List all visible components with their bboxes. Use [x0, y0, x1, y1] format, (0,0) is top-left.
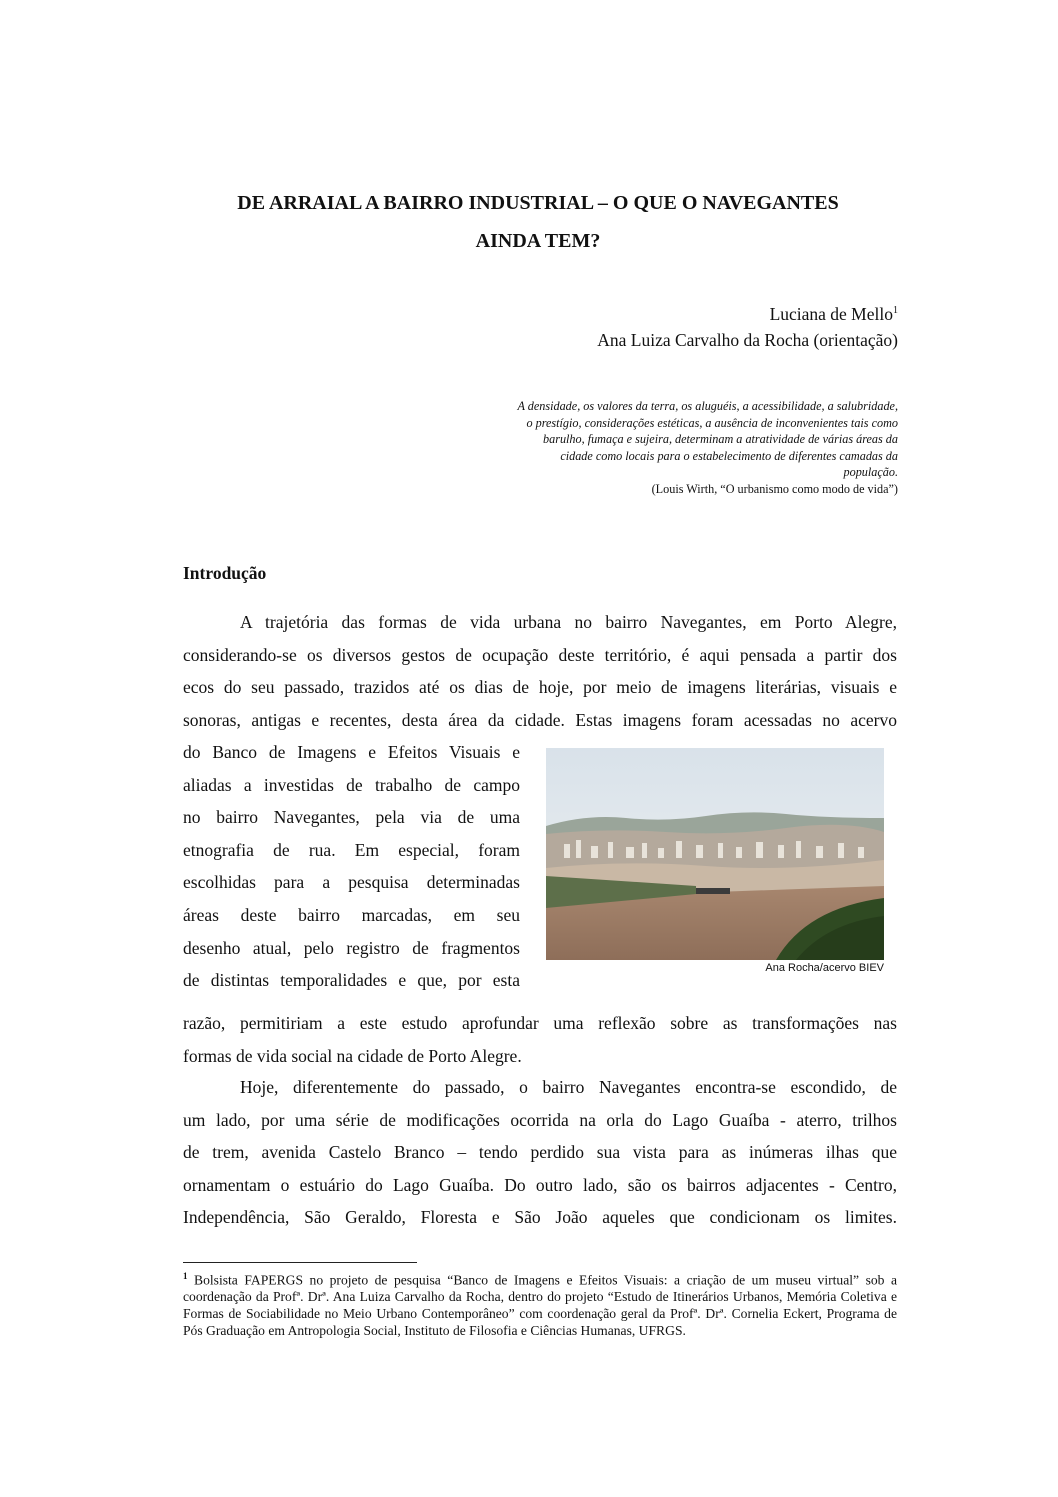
paragraph-line: um lado, por uma série de modificações ocorrida na orla do Lago Guaíba - aterro, trilhos	[183, 1109, 897, 1130]
paragraph-line: considerando-se os diversos gestos de ocupação deste território, é aqui pensada a partir dos	[183, 644, 897, 665]
paragraph-line: formas de vida social na cidade de Porto Alegre.	[183, 1045, 522, 1066]
footnote-ref-1[interactable]: 1	[893, 305, 898, 316]
paragraph-1-continued	[183, 1007, 897, 1072]
epigraph-line: cidade como locais para o estabelecimento de diferentes camadas da	[560, 448, 898, 463]
paragraph-line: ornamentam o estuário do Lago Guaíba. Do outro lado, são os bairros adjacentes - Centro,	[183, 1174, 897, 1195]
epigraph-source: (Louis Wirth, “O urbanismo como modo de vida”)	[651, 481, 898, 496]
paragraph-2	[183, 1071, 897, 1234]
epigraph-line: o prestígio, considerações estéticas, a ausência de inconvenientes tais como	[526, 415, 898, 430]
paragraph-line: Independência, São Geraldo, Floresta e São João aqueles que condicionam os limites.	[183, 1207, 897, 1228]
paragraph-line: de distintas temporalidades e que, por esta	[183, 970, 520, 991]
paragraph-line: ecos do seu passado, trazidos até os dias de hoje, por meio de imagens literárias, visuais e	[183, 677, 897, 698]
paragraph-line: Hoje, diferentemente do passado, o bairro Navegantes encontra-se escondido, de	[240, 1077, 897, 1097]
epigraph	[398, 398, 898, 498]
porto-alegre-aerial-photo	[546, 748, 884, 960]
paragraph-line: escolhidas para a pesquisa determinadas	[183, 872, 520, 893]
title-line-2: AINDA TEM?	[475, 230, 601, 252]
paragraph-1	[183, 606, 897, 736]
figure-credit: Ana Rocha/acervo BIEV	[765, 962, 884, 974]
paragraph-line: A trajetória das formas de vida urbana no bairro Navegantes, em Porto Alegre,	[240, 612, 897, 632]
paragraph-line: de trem, avenida Castelo Branco – tendo perdido sua vista para as inúmeras ilhas que	[183, 1142, 897, 1163]
footnote-number: 1	[183, 1271, 188, 1281]
footnote-separator	[183, 1262, 417, 1263]
paragraph-line: razão, permitiriam a este estudo aprofundar uma reflexão sobre as transformações nas	[183, 1013, 897, 1033]
epigraph-line: A densidade, os valores da terra, os aluguéis, a acessibilidade, a salubridade,	[517, 399, 898, 413]
author-1-name: Luciana de Mello	[769, 303, 893, 324]
section-heading-introducao: Introdução	[183, 563, 267, 583]
paragraph-line: no bairro Navegantes, pela via de uma	[183, 807, 520, 828]
footnote-text: Bolsista FAPERGS no projeto de pesquisa “Banco de Imagens e Efeitos Visuais: a criação de um museu virtual” sob a coordenação da Profª. Drª. Ana Luiza Carvalho da Rocha, dentro do projeto “Estudo de Itinerários Urbanos, Memória Coletiva e Formas de Sociabilidade no Meio Urbano Contemporâneo” com coordenação geral da Profª. Drª. Cornelia Eckert, Programa de Pós Graduação em Antropologia Social, Instituto de Filosofia e Ciências Humanas, UFRGS.	[183, 1272, 897, 1338]
author-primary	[597, 298, 898, 327]
author-advisor: Ana Luiza Carvalho da Rocha (orientação)	[597, 329, 898, 350]
paragraph-line: etnografia de rua. Em especial, foram	[183, 839, 520, 860]
title-line-1: DE ARRAIAL A BAIRRO INDUSTRIAL – O QUE O NAVEGANTES	[237, 192, 839, 214]
document-title	[150, 184, 926, 260]
photo-illustration	[546, 748, 884, 960]
paragraph-line: sonoras, antigas e recentes, desta área da cidade. Estas imagens foram acessadas no acervo	[183, 709, 897, 730]
paragraph-line: áreas deste bairro marcadas, em seu	[183, 904, 520, 925]
author-block	[597, 298, 898, 353]
epigraph-line: população.	[843, 465, 898, 480]
paragraph-1-wrapped	[183, 736, 520, 997]
epigraph-quote	[398, 398, 898, 481]
paragraph-line: do Banco de Imagens e Efeitos Visuais e	[183, 742, 520, 762]
footnote-1	[183, 1268, 897, 1340]
epigraph-line: barulho, fumaça e sujeira, determinam a atratividade de várias áreas da	[543, 432, 898, 447]
paragraph-line: aliadas a investidas de trabalho de campo	[183, 774, 520, 795]
paragraph-line: desenho atual, pelo registro de fragmentos	[183, 937, 520, 958]
